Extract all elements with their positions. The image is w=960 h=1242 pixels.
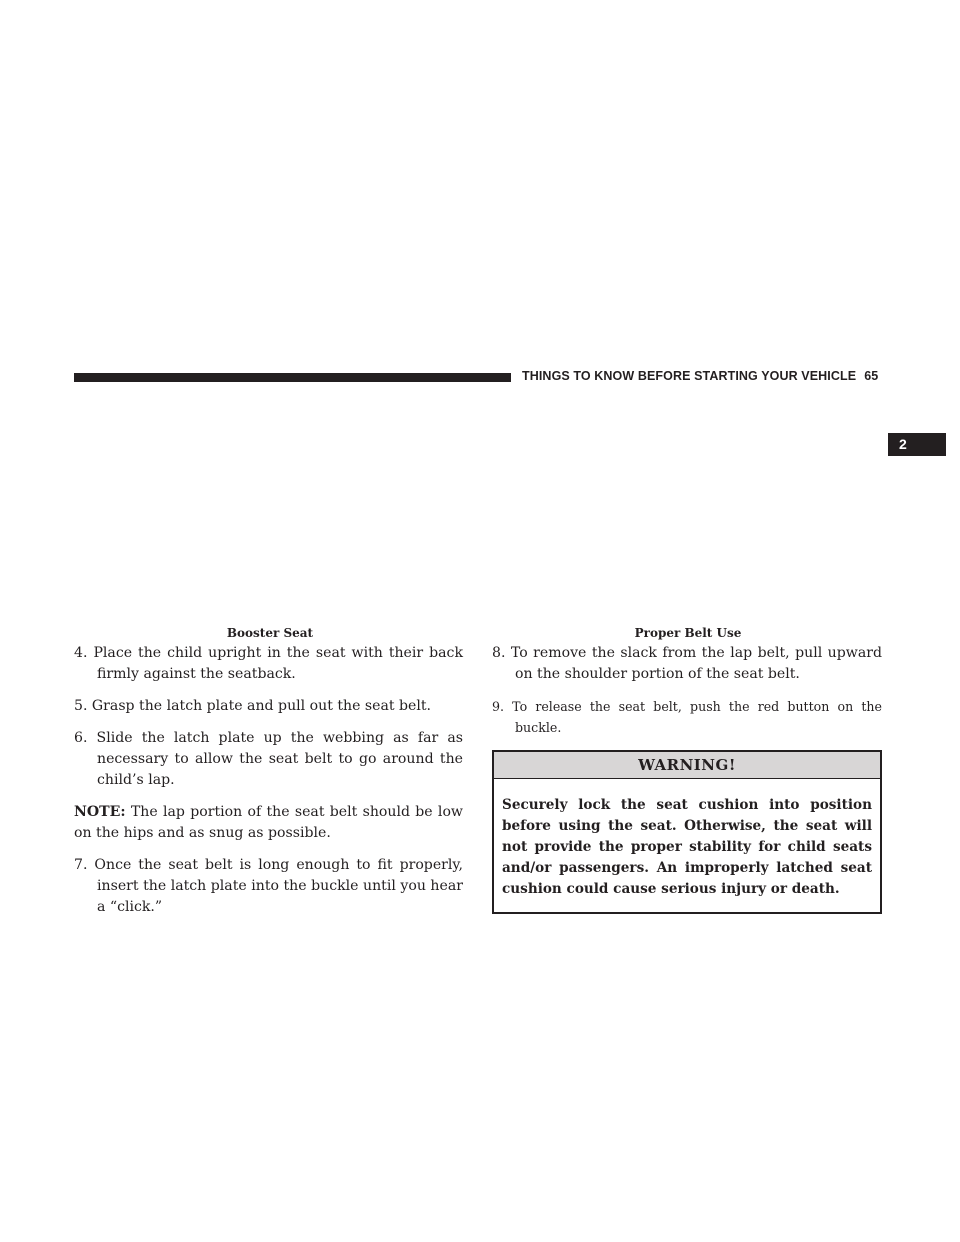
- warning-box: [492, 750, 882, 914]
- section-title: THINGS TO KNOW BEFORE STARTING YOUR VEHICLE: [522, 369, 857, 383]
- header-rule: [74, 373, 511, 382]
- page-number: 65: [864, 369, 879, 383]
- note-text: The lap portion of the seat belt should be low on the hips and as snug as possible.: [74, 804, 463, 841]
- warning-text: Securely lock the seat cushion into position before using the seat. Otherwise, the seat will not provide the proper stability for child seats and/or passengers. An improperly latched seat cushion could cause serious injury or death.: [502, 797, 872, 897]
- warning-title: WARNING!: [494, 752, 880, 779]
- step-7: 7. Once the seat belt is long enough to fit properly, insert the latch plate into the buckle until you hear a “click.”: [74, 857, 463, 915]
- figure-caption-proper-belt-use: Proper Belt Use: [634, 626, 742, 640]
- step-6: 6. Slide the latch plate up the webbing as far as necessary to allow the seat belt to go around the child’s lap.: [74, 730, 463, 788]
- right-column: [492, 643, 882, 914]
- step-4: 4. Place the child upright in the seat with their back firmly against the seatback.: [74, 645, 463, 682]
- note: [74, 802, 463, 844]
- step-9: 9. To release the seat belt, push the red button on the buckle.: [492, 699, 882, 735]
- step-5: 5. Grasp the latch plate and pull out the seat belt.: [74, 698, 432, 714]
- running-header: [522, 369, 882, 383]
- figure-caption-booster-seat: Booster Seat: [226, 626, 314, 640]
- note-label: NOTE:: [74, 804, 126, 820]
- step-8: 8. To remove the slack from the lap belt, pull upward on the shoulder portion of the seat belt.: [492, 645, 882, 682]
- chapter-number: 2: [899, 436, 907, 452]
- left-column: [74, 643, 463, 929]
- chapter-tab: [888, 433, 946, 456]
